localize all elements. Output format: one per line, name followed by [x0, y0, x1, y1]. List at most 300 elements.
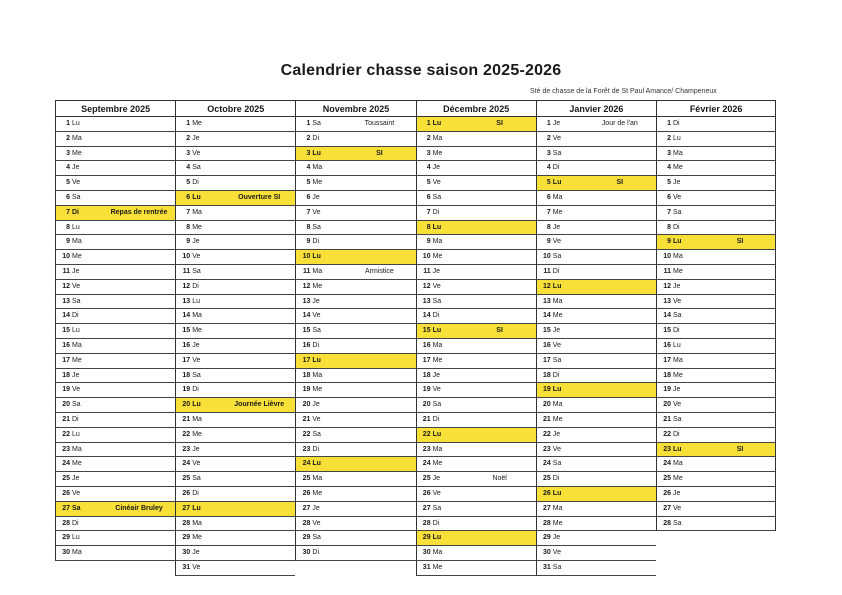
day-row: [536, 221, 656, 236]
day-of-week: Ma: [312, 371, 323, 379]
day-row: [175, 354, 295, 369]
day-number: 19: [182, 386, 191, 394]
day-event: SI: [376, 149, 383, 157]
day-of-week: Ma: [673, 460, 683, 468]
day-of-week: Me: [312, 489, 323, 497]
month-column: [416, 100, 536, 576]
day-of-week: Di: [312, 341, 320, 349]
month-header: Janvier 2026: [536, 100, 656, 117]
day-of-week: Ve: [312, 415, 321, 423]
day-row: [536, 487, 656, 502]
day-number: 5: [66, 179, 70, 187]
day-number: 5: [426, 179, 431, 187]
day-number: 27: [302, 504, 311, 512]
day-number: 25: [62, 475, 70, 483]
day-number: 27: [422, 504, 431, 512]
day-number: 22: [302, 430, 311, 438]
day-number: 23: [62, 445, 70, 453]
day-number: 22: [62, 430, 70, 438]
day-number: 28: [62, 519, 70, 527]
day-number: 17: [663, 356, 671, 364]
day-row: [175, 339, 295, 354]
day-number: 15: [182, 327, 191, 335]
day-row: [656, 147, 776, 162]
day-of-week: Di: [312, 134, 320, 142]
day-of-week: Ve: [673, 504, 682, 512]
day-number: 8: [306, 223, 311, 231]
day-row: [55, 221, 175, 236]
day-row: [416, 250, 536, 265]
day-number: 19: [663, 386, 671, 394]
month-header: Novembre 2025: [295, 100, 415, 117]
day-number: 7: [66, 208, 70, 216]
day-number: 7: [426, 208, 431, 216]
day-of-week: Me: [432, 563, 443, 571]
day-number: 18: [182, 371, 191, 379]
day-row: [536, 472, 656, 487]
day-of-week: Sa: [432, 297, 442, 305]
day-number: 20: [543, 401, 551, 409]
day-number: 11: [182, 267, 191, 275]
day-row: [656, 428, 776, 443]
day-number: 31: [422, 563, 431, 571]
day-number: 16: [182, 341, 191, 349]
day-number: 6: [66, 193, 70, 201]
day-row: [175, 161, 295, 176]
day-of-week: Ve: [312, 208, 321, 216]
day-of-week: Ve: [673, 401, 682, 409]
day-of-week: Ve: [72, 489, 81, 497]
day-number: 17: [543, 356, 551, 364]
day-row: [536, 295, 656, 310]
day-of-week: Lu: [72, 327, 80, 335]
day-number: 24: [182, 460, 191, 468]
month-header: Septembre 2025: [55, 100, 175, 117]
day-row: [175, 309, 295, 324]
day-row: [295, 176, 415, 191]
day-number: 16: [302, 341, 311, 349]
day-event: Armistice: [365, 267, 394, 275]
day-number: 1: [426, 120, 431, 127]
day-of-week: Me: [192, 430, 202, 438]
month-column: [656, 100, 776, 531]
day-of-week: Lu: [673, 134, 681, 142]
day-number: 12: [543, 282, 551, 290]
day-of-week: Ma: [552, 193, 563, 201]
day-number: 21: [663, 415, 671, 423]
day-of-week: Ve: [552, 341, 561, 349]
day-of-week: Lu: [192, 504, 201, 512]
day-row: [55, 117, 175, 132]
day-of-week: Ma: [72, 549, 82, 557]
day-row: [55, 339, 175, 354]
day-number: 8: [546, 223, 551, 231]
day-row: [295, 161, 415, 176]
day-row: [55, 191, 175, 206]
day-of-week: Lu: [432, 223, 442, 231]
day-row: [295, 472, 415, 487]
day-row: [55, 295, 175, 310]
day-number: 23: [422, 445, 431, 453]
day-number: 9: [186, 238, 191, 246]
day-of-week: Ma: [312, 267, 323, 275]
day-of-week: Ma: [432, 134, 443, 142]
day-number: 13: [422, 297, 431, 305]
day-event: SI: [496, 120, 503, 127]
day-of-week: Me: [552, 208, 563, 216]
day-number: 21: [302, 415, 311, 423]
day-number: 11: [663, 267, 671, 275]
day-number: 6: [667, 193, 671, 201]
day-of-week: Sa: [673, 519, 682, 527]
day-row: [656, 265, 776, 280]
day-row: [55, 502, 175, 517]
day-of-week: Je: [432, 267, 440, 275]
day-number: 25: [302, 475, 311, 483]
day-row: [656, 191, 776, 206]
day-row: [175, 443, 295, 458]
day-row: [656, 206, 776, 221]
day-number: 14: [422, 312, 431, 320]
day-of-week: Di: [192, 179, 199, 187]
day-number: 19: [62, 386, 70, 394]
day-of-week: Ve: [432, 282, 441, 290]
day-row: [175, 176, 295, 191]
day-number: 28: [182, 519, 191, 527]
day-number: 29: [302, 534, 311, 542]
day-row: [536, 235, 656, 250]
day-number: 4: [306, 164, 311, 172]
day-number: 3: [306, 149, 311, 157]
day-number: 28: [663, 519, 671, 527]
day-number: 13: [182, 297, 191, 305]
day-of-week: Lu: [192, 193, 201, 201]
day-row: [295, 206, 415, 221]
day-number: 12: [422, 282, 431, 290]
day-of-week: Di: [552, 475, 560, 483]
day-row: [295, 147, 415, 162]
day-number: 22: [422, 430, 431, 438]
day-of-week: Lu: [432, 430, 442, 438]
day-row: [656, 235, 776, 250]
day-row: [55, 369, 175, 384]
day-of-week: Lu: [552, 386, 562, 394]
day-number: 9: [306, 238, 311, 246]
day-row: [536, 132, 656, 147]
day-number: 8: [426, 223, 431, 231]
day-of-week: Sa: [72, 193, 81, 201]
day-number: 15: [422, 327, 431, 335]
day-number: 23: [663, 445, 671, 453]
day-row: [656, 383, 776, 398]
day-of-week: Ma: [552, 401, 563, 409]
day-of-week: Sa: [312, 223, 321, 231]
day-of-week: Ve: [72, 179, 81, 187]
day-number: 7: [186, 208, 191, 216]
day-row: [656, 413, 776, 428]
day-number: 10: [182, 253, 191, 261]
day-row: [416, 487, 536, 502]
day-number: 20: [422, 401, 431, 409]
day-row: [656, 161, 776, 176]
day-number: 26: [62, 489, 70, 497]
day-event: SI: [736, 445, 744, 453]
day-row: [295, 457, 415, 472]
day-of-week: Je: [192, 445, 200, 453]
day-of-week: Di: [72, 519, 79, 527]
day-row: [175, 221, 295, 236]
day-of-week: Je: [192, 238, 200, 246]
day-row: [536, 517, 656, 532]
day-row: [536, 250, 656, 265]
day-of-week: Ve: [673, 297, 682, 305]
day-number: 30: [62, 549, 70, 557]
day-number: 4: [186, 164, 191, 172]
day-of-week: Me: [552, 519, 563, 527]
day-of-week: Lu: [72, 120, 80, 127]
day-number: 30: [422, 549, 431, 557]
day-of-week: Je: [72, 267, 80, 275]
day-number: 14: [62, 312, 70, 320]
day-of-week: Me: [673, 371, 683, 379]
day-of-week: Me: [673, 267, 683, 275]
day-of-week: Ma: [192, 415, 202, 423]
day-number: 27: [62, 504, 70, 512]
day-row: [656, 369, 776, 384]
day-row: [55, 280, 175, 295]
day-number: 4: [66, 164, 70, 172]
day-event: Journée Lièvre: [234, 401, 285, 409]
day-of-week: Ma: [432, 445, 443, 453]
day-of-week: Ve: [552, 445, 561, 453]
day-of-week: Di: [432, 415, 440, 423]
month-header: Décembre 2025: [416, 100, 536, 117]
day-number: 14: [302, 312, 311, 320]
day-of-week: Je: [432, 164, 440, 172]
day-number: 26: [182, 489, 191, 497]
day-row: [536, 531, 656, 546]
day-row: [175, 457, 295, 472]
day-row: [416, 221, 536, 236]
day-row: [536, 147, 656, 162]
day-event: SI: [496, 327, 503, 335]
day-row: [55, 147, 175, 162]
day-of-week: Sa: [192, 267, 201, 275]
day-row: [416, 324, 536, 339]
day-number: 8: [186, 223, 191, 231]
day-number: 3: [546, 149, 551, 157]
day-row: [295, 546, 415, 561]
day-row: [175, 280, 295, 295]
day-row: [416, 132, 536, 147]
day-row: [295, 221, 415, 236]
day-row: [295, 265, 415, 280]
day-row: [416, 546, 536, 561]
day-of-week: Me: [192, 534, 202, 542]
day-row: [536, 369, 656, 384]
day-row: [536, 383, 656, 398]
day-of-week: Ve: [552, 134, 561, 142]
day-number: 8: [667, 223, 671, 231]
day-of-week: Ve: [192, 460, 201, 468]
day-number: 22: [543, 430, 551, 438]
day-row: [656, 221, 776, 236]
day-of-week: Me: [192, 327, 202, 335]
day-of-week: Ve: [312, 312, 321, 320]
day-row: [656, 132, 776, 147]
day-of-week: Je: [72, 371, 80, 379]
day-of-week: Me: [432, 149, 443, 157]
day-of-week: Sa: [72, 504, 81, 512]
day-row: [536, 457, 656, 472]
day-of-week: Me: [432, 460, 443, 468]
day-number: 23: [182, 445, 191, 453]
day-of-week: Sa: [192, 164, 201, 172]
day-number: 9: [667, 238, 671, 246]
day-number: 18: [663, 371, 671, 379]
day-number: 18: [422, 371, 431, 379]
day-number: 26: [422, 489, 431, 497]
day-of-week: Ma: [673, 356, 683, 364]
day-row: [175, 413, 295, 428]
day-of-week: Je: [552, 534, 561, 542]
day-of-week: Ma: [432, 549, 443, 557]
day-number: 25: [543, 475, 551, 483]
day-row: [416, 383, 536, 398]
day-row: [656, 176, 776, 191]
day-of-week: Sa: [673, 312, 682, 320]
day-row: [55, 383, 175, 398]
day-of-week: Me: [312, 282, 323, 290]
day-row: [55, 265, 175, 280]
day-number: 11: [543, 267, 551, 275]
month-header: Octobre 2025: [175, 100, 295, 117]
day-row: [416, 206, 536, 221]
day-event: Jour de l'an: [601, 120, 638, 127]
day-of-week: Je: [552, 430, 561, 438]
day-of-week: Je: [312, 504, 320, 512]
day-number: 28: [422, 519, 431, 527]
day-number: 3: [186, 149, 191, 157]
day-row: [295, 191, 415, 206]
day-row: [416, 472, 536, 487]
day-row: [55, 517, 175, 532]
month-column: [536, 100, 656, 576]
day-of-week: Lu: [312, 460, 321, 468]
day-row: [416, 428, 536, 443]
day-of-week: Me: [192, 223, 202, 231]
day-of-week: Sa: [552, 149, 562, 157]
day-row: [175, 295, 295, 310]
day-row: [295, 398, 415, 413]
day-number: 6: [306, 193, 311, 201]
day-number: 12: [663, 282, 671, 290]
day-of-week: Ve: [312, 519, 321, 527]
day-row: [295, 235, 415, 250]
day-row: [416, 369, 536, 384]
day-row: [536, 398, 656, 413]
day-number: 17: [302, 356, 311, 364]
day-number: 9: [546, 238, 551, 246]
day-row: [175, 369, 295, 384]
day-row: [416, 309, 536, 324]
day-number: 22: [663, 430, 671, 438]
day-of-week: Me: [673, 475, 683, 483]
day-of-week: Me: [552, 312, 563, 320]
day-row: [536, 191, 656, 206]
day-of-week: Je: [552, 327, 561, 335]
day-number: 3: [66, 149, 70, 157]
day-of-week: Lu: [432, 534, 442, 542]
day-number: 5: [186, 179, 191, 187]
day-of-week: Je: [72, 475, 80, 483]
day-row: [536, 176, 656, 191]
day-number: 1: [667, 120, 671, 127]
day-of-week: Je: [192, 549, 200, 557]
day-of-week: Lu: [312, 149, 321, 157]
day-row: [536, 443, 656, 458]
day-row: [536, 502, 656, 517]
day-row: [416, 117, 536, 132]
day-number: 19: [543, 386, 551, 394]
day-number: 17: [422, 356, 431, 364]
day-of-week: Lu: [192, 401, 201, 409]
day-row: [175, 235, 295, 250]
day-of-week: Lu: [432, 327, 442, 335]
day-of-week: Ve: [432, 386, 441, 394]
day-number: 5: [546, 179, 551, 187]
day-row: [55, 531, 175, 546]
day-of-week: Sa: [72, 297, 81, 305]
day-of-week: Sa: [673, 415, 682, 423]
day-row: [55, 206, 175, 221]
day-number: 24: [543, 460, 551, 468]
day-row: [175, 132, 295, 147]
day-row: [175, 324, 295, 339]
day-row: [55, 487, 175, 502]
day-of-week: Ve: [432, 489, 441, 497]
day-number: 10: [302, 253, 311, 261]
day-number: 27: [182, 504, 191, 512]
day-number: 20: [663, 401, 671, 409]
day-of-week: Lu: [552, 489, 562, 497]
day-of-week: Di: [72, 415, 79, 423]
day-row: [175, 117, 295, 132]
day-of-week: Ve: [673, 193, 682, 201]
day-row: [656, 324, 776, 339]
month-column: [55, 100, 175, 561]
day-of-week: Ma: [312, 475, 323, 483]
day-number: 29: [62, 534, 70, 542]
day-of-week: Lu: [673, 341, 681, 349]
day-number: 31: [543, 563, 551, 571]
day-of-week: Ma: [552, 297, 563, 305]
day-row: [416, 339, 536, 354]
day-number: 30: [302, 549, 311, 557]
day-number: 14: [182, 312, 191, 320]
day-number: 4: [546, 164, 551, 172]
day-number: 2: [426, 134, 431, 142]
day-of-week: Je: [312, 401, 320, 409]
day-of-week: Lu: [192, 297, 200, 305]
day-number: 1: [546, 120, 551, 127]
day-of-week: Sa: [312, 534, 321, 542]
day-number: 9: [426, 238, 431, 246]
day-of-week: Me: [673, 164, 683, 172]
day-number: 13: [62, 297, 70, 305]
day-number: 16: [62, 341, 70, 349]
day-row: [656, 117, 776, 132]
